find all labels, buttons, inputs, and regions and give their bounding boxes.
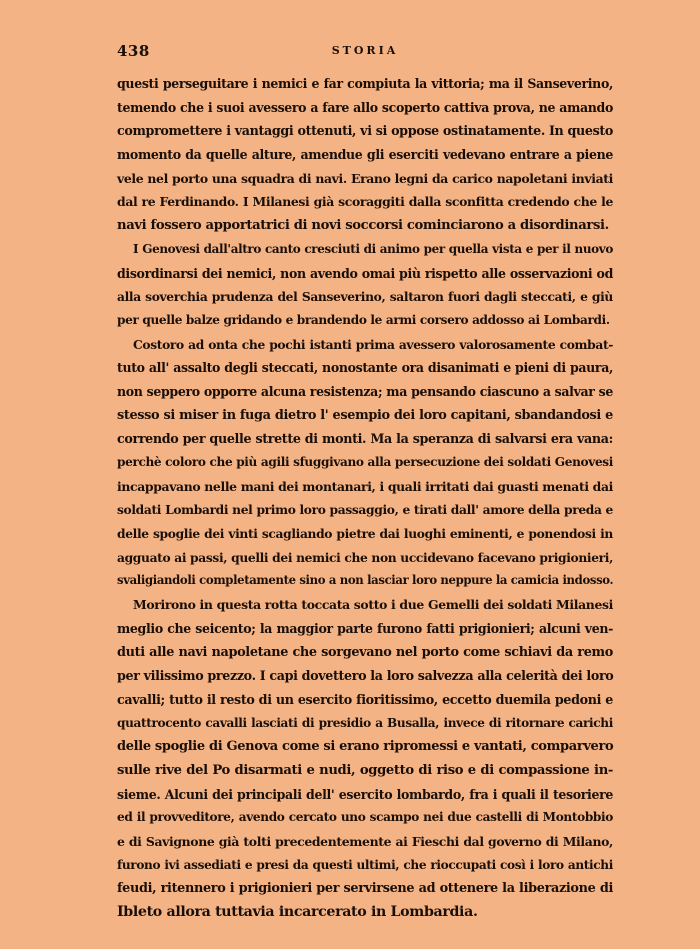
running-title: STORIA <box>331 44 399 57</box>
text-line: meglio che seicento; la maggior parte furono fatti prigionieri; alcuni ven- <box>117 620 613 636</box>
paragraph <box>117 593 613 925</box>
text-line: correndo per quelle strette di monti. Ma la speranza di salvarsi era vana: <box>117 431 613 447</box>
text-line: momento da quelle alture, amendue gli eserciti vedevano entrare a piene <box>117 147 613 163</box>
paragraph <box>117 72 613 238</box>
text-line: vele nel porto una squadra di navi. Erano legni da carico napoletani inviati <box>117 170 613 186</box>
text-line: alla soverchia prudenza del Sanseverino, saltaron fuori dagli steccati, e giù <box>117 289 613 305</box>
text-line: Costoro ad onta che pochi istanti prima avessero valorosamente combat- <box>133 336 613 352</box>
body-text <box>117 72 613 925</box>
text-line: disordinarsi dei nemici, non avendo omai più rispetto alle osservazioni od <box>117 265 613 281</box>
text-line: I Genovesi dall'altro canto cresciuti di animo per quella vista e per il nuovo <box>133 241 613 256</box>
text-line: temendo che i suoi avessero a fare allo scoperto cattiva prova, ne amando <box>117 99 613 115</box>
text-line: dal re Ferdinando. I Milanesi già scoraggiti dalla sconfitta credendo che le <box>117 194 613 210</box>
text-line: duti alle navi napoletane che sorgevano nel porto come schiavi da remo <box>117 644 613 660</box>
text-line: quattrocento cavalli lasciati di presidio a Busalla, invece di ritornare carichi <box>117 715 613 730</box>
text-line: per quelle balze gridando e brandendo le armi corsero addosso ai Lombardi. <box>117 312 610 327</box>
text-line: sieme. Alcuni dei principali dell' esercito lombardo, fra i quali il tesoriere <box>117 786 613 802</box>
text-line: sulle rive del Po disarmati e nudi, oggetto di riso e di compassione in- <box>117 762 613 778</box>
text-line: incappavano nelle mani dei montanari, i quali irritati dai guasti menati dai <box>117 478 613 494</box>
text-line: per vilissimo prezzo. I capi dovettero la loro salvezza alla celerità dei loro <box>117 668 614 684</box>
text-line: svaligiandoli completamente sino a non lasciar loro neppure la camicia indosso. <box>117 573 614 588</box>
text-line: tuto all' assalto degli steccati, nonostante ora disanimati e pieni di paura, <box>117 360 613 376</box>
text-line: agguato ai passi, quelli dei nemici che non uccidevano facevano prigionieri, <box>117 549 613 565</box>
text-line: compromettere i vantaggi ottenuti, vi si oppose ostinatamente. In questo <box>117 123 614 139</box>
text-line: soldati Lombardi nel primo loro passaggio, e tirati dall' amore della preda e <box>117 502 613 518</box>
text-line: cavalli; tutto il resto di un esercito fioritissimo, eccetto duemila pedoni e <box>117 691 613 707</box>
paragraph <box>117 238 613 333</box>
page-number: 438 <box>117 42 150 60</box>
text-line: Ibleto allora tuttavia incarcerato in Lombardia. <box>117 904 478 921</box>
text-line: questi perseguitare i nemici e far compiuta la vittoria; ma il Sanseverino, <box>117 76 613 91</box>
text-line: feudi, ritennero i prigionieri per servirsene ad ottenere la liberazione di <box>117 881 613 897</box>
text-line: ed il provveditore, avendo cercato uno scampo nei due castelli di Montobbio <box>117 810 613 825</box>
text-line: furono ivi assediati e presi da questi ultimi, che rioccupati così i loro antichi <box>117 857 613 872</box>
text-line: perchè coloro che più agili sfuggivano alla persecuzione dei soldati Genovesi <box>117 455 613 469</box>
text-line: delle spoglie di Genova come si erano ripromessi e vantati, comparvero <box>117 739 614 755</box>
text-line: Morirono in questa rotta toccata sotto i due Gemelli dei soldati Milanesi <box>133 597 613 613</box>
text-line: e di Savignone già tolti precedentemente ai Fieschi dal governo di Milano, <box>117 834 613 849</box>
text-line: stesso si miser in fuga dietro l' esempio dei loro capitani, sbandandosi e <box>117 407 613 423</box>
text-line: navi fossero apportatrici di novi soccorsi cominciarono a disordinarsi. <box>117 218 609 234</box>
text-line: delle spoglie dei vinti scagliando pietre dai luoghi eminenti, e ponendosi in <box>117 526 613 542</box>
page-header <box>117 42 613 64</box>
paragraph <box>117 333 613 594</box>
text-line: non seppero opporre alcuna resistenza; ma pensando ciascuno a salvar se <box>117 383 613 399</box>
